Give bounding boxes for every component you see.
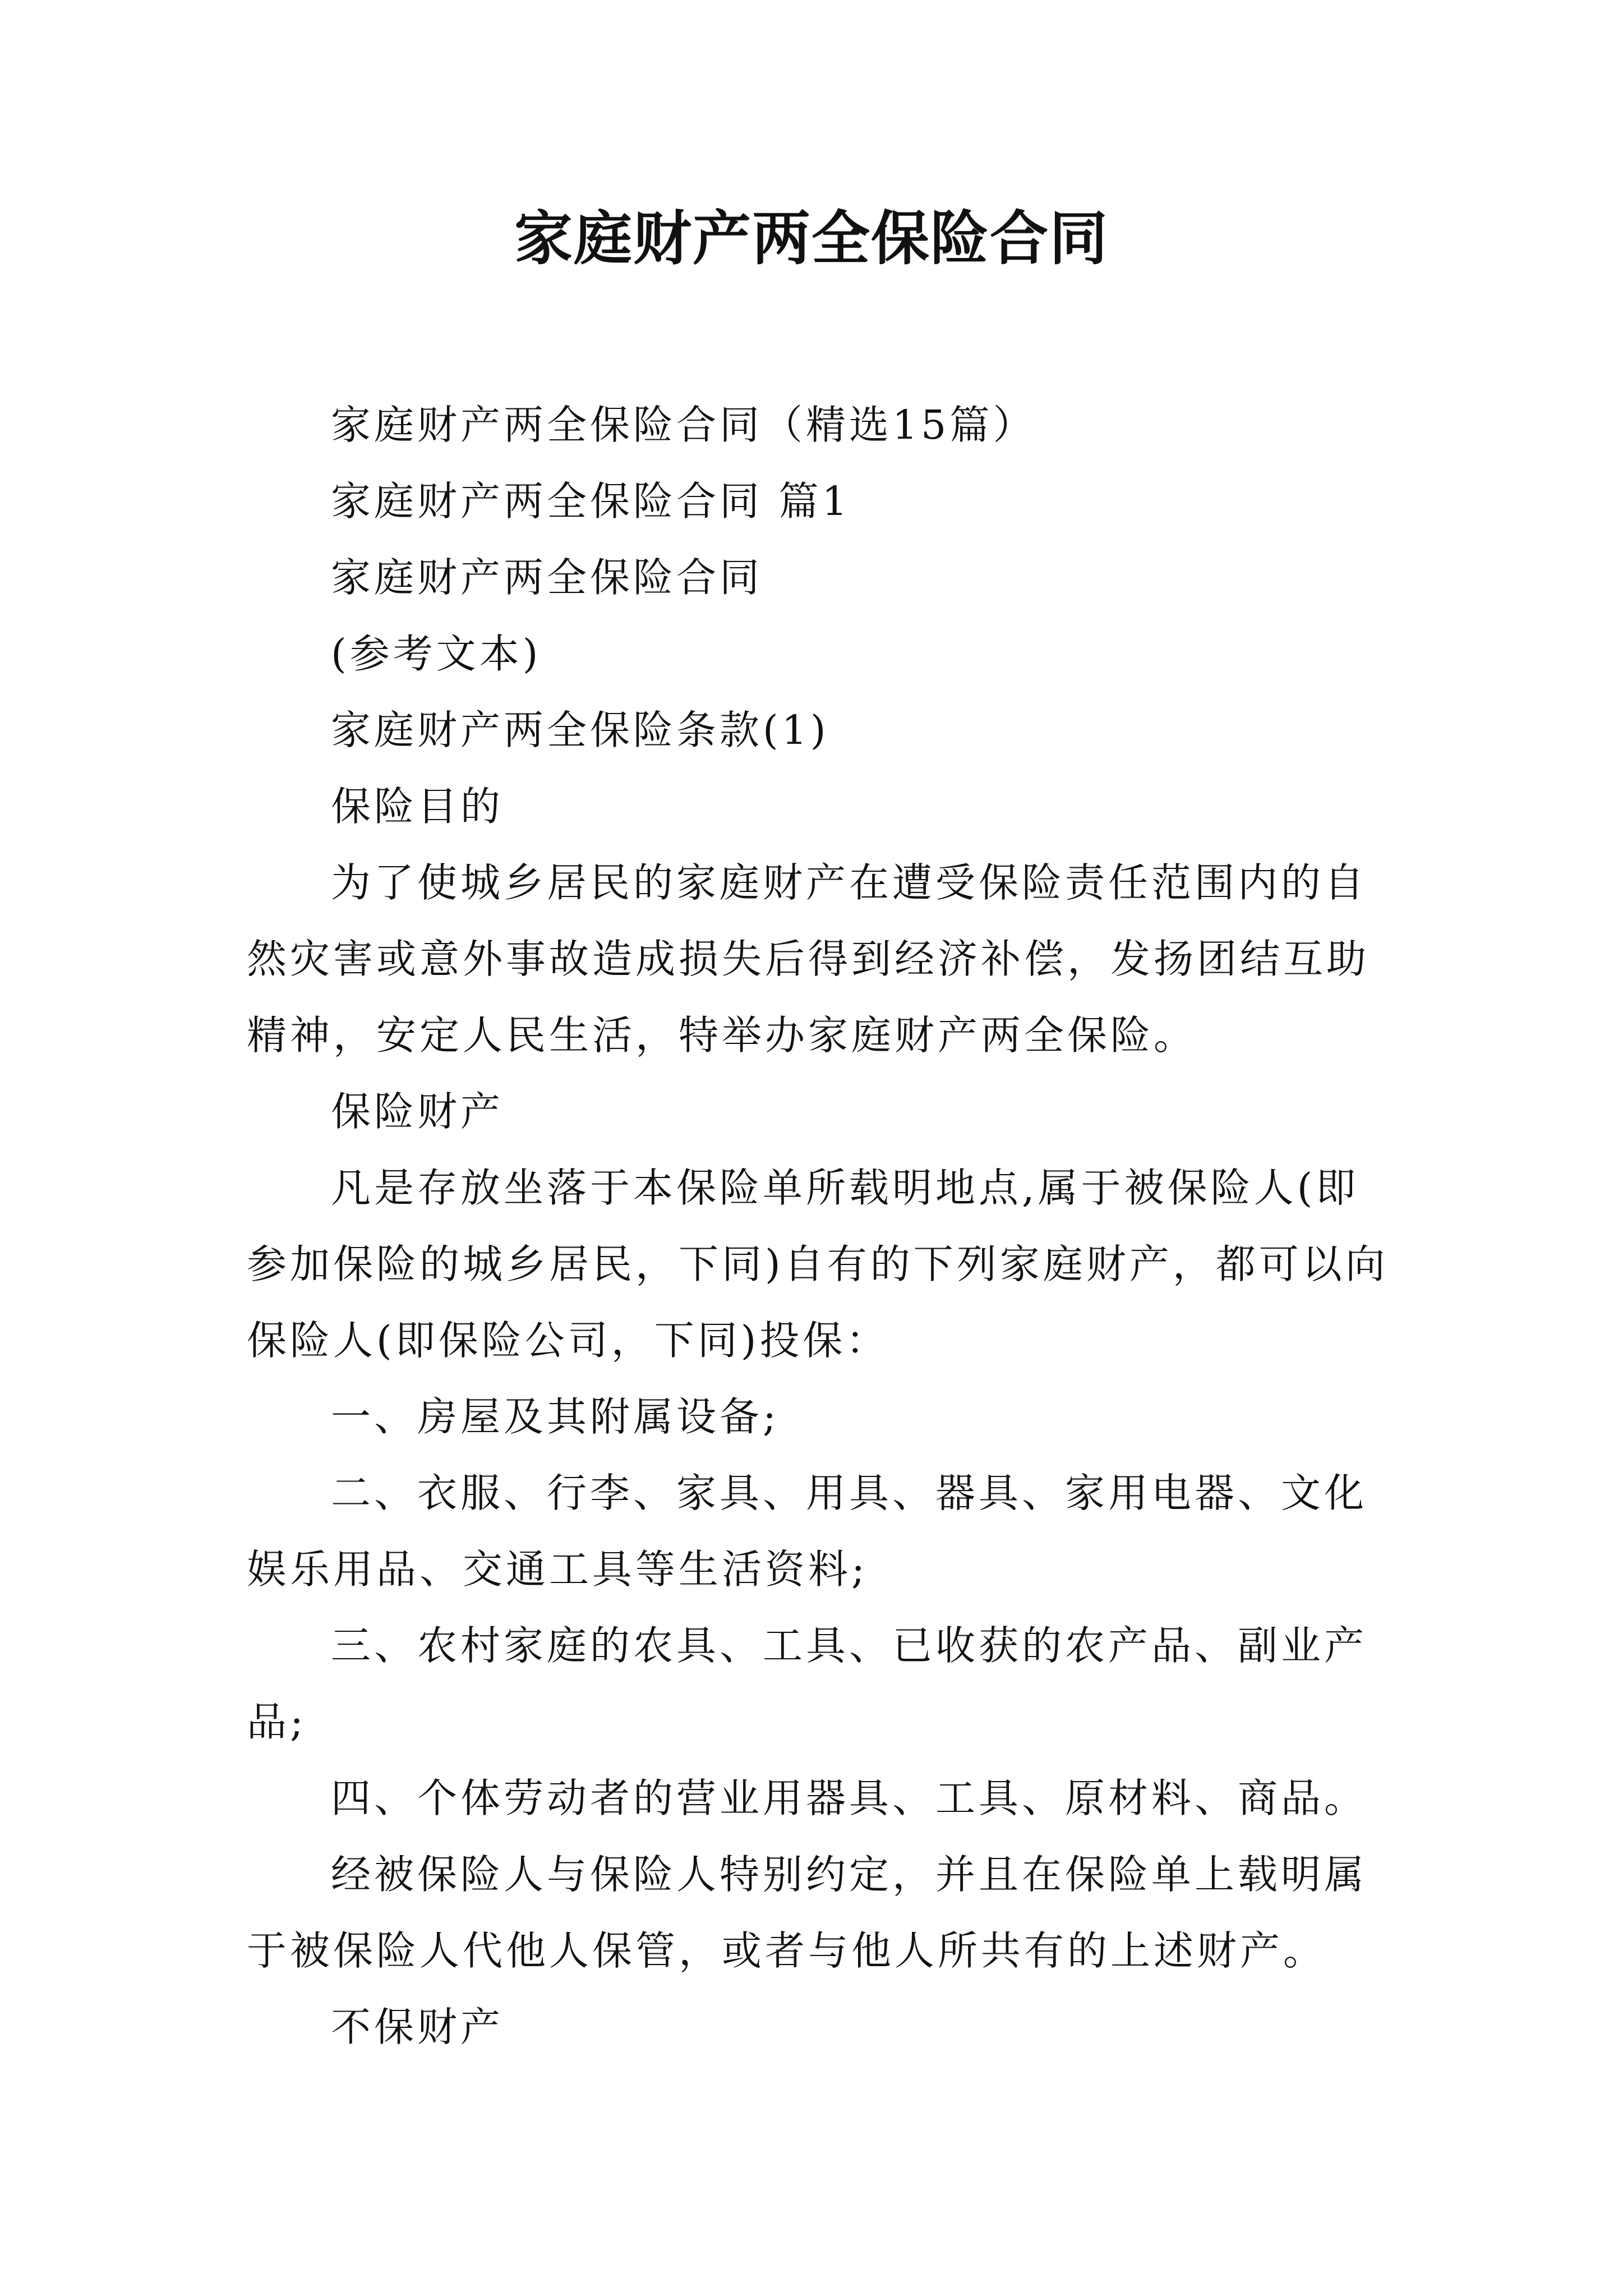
paragraph: (参考文本): [331, 631, 542, 677]
section-heading: 保险目的: [331, 783, 504, 830]
document-title: 家庭财产两全保险合同: [514, 204, 1109, 273]
paragraph: 家庭财产两全保险条款(1): [331, 707, 829, 753]
paragraph: 为了使城乡居民的家庭财产在遭受保险责任范围内的自然灾害或意外事故造成损失后得到经济补偿，发扬团结互助精神，安定人民生活，特举办家庭财产两全保险。: [247, 859, 1370, 1059]
section-heading: 不保财产: [331, 2004, 504, 2050]
list-item: 三、农村家庭的农具、工具、已收获的农产品、副业产品;: [247, 1622, 1368, 1745]
paragraph: 家庭财产两全保险合同（精选15篇）: [331, 402, 1036, 448]
section-heading: 保险财产: [331, 1088, 504, 1135]
paragraph: 家庭财产两全保险合同: [331, 554, 763, 601]
paragraph: 凡是存放坐落于本保险单所载明地点,属于被保险人(即参加保险的城乡居民，下同)自有的下列家庭财产，都可以向保险人(即保险公司，下同)投保：: [247, 1165, 1389, 1364]
list-item: 二、衣服、行李、家具、用具、器具、家用电器、文化娱乐用品、交通工具等生活资料;: [247, 1470, 1368, 1593]
list-item: 四、个体劳动者的营业用器具、工具、原材料、商品。: [331, 1775, 1368, 1821]
paragraph: 经被保险人与保险人特别约定，并且在保险单上载明属于被保险人代他人保管，或者与他人所共有的上述财产。: [247, 1851, 1368, 1974]
list-item: 一、房屋及其附属设备;: [331, 1393, 780, 1440]
document-body: [247, 387, 1391, 2065]
paragraph: 家庭财产两全保险合同 篇1: [331, 478, 851, 524]
